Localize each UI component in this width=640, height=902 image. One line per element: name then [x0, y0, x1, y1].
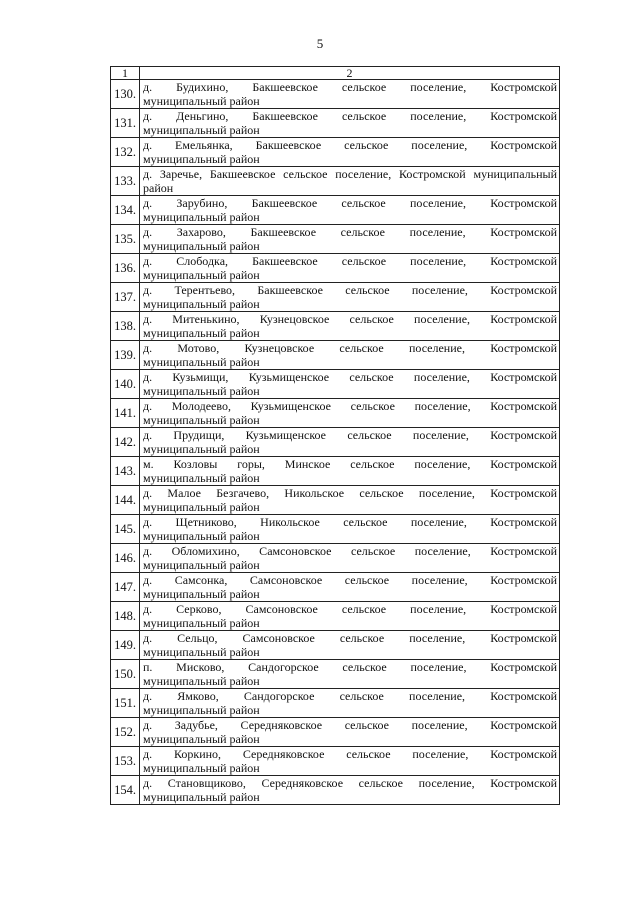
settlement-description: [140, 312, 560, 341]
settlement-line-1: д. Заречье, Бакшеевское сельское поселение, Костромской муниципальный: [143, 167, 557, 181]
row-number: 132.: [111, 138, 140, 167]
row-number: 130.: [111, 80, 140, 109]
page-number: 5: [316, 36, 324, 51]
settlement-line-1: д. Слободка, Бакшеевское сельское поселение, Костромской: [143, 254, 557, 268]
column-header-name: 2: [140, 67, 560, 80]
settlement-line-1: д. Щетниково, Никольское сельское поселение, Костромской: [143, 515, 557, 529]
table-row: [111, 776, 560, 805]
row-number: 153.: [111, 747, 140, 776]
table-row: [111, 312, 560, 341]
settlement-description: [140, 544, 560, 573]
row-number: 152.: [111, 718, 140, 747]
settlement-line-1: д. Молодеево, Кузьмищенское сельское поселение, Костромской: [143, 399, 557, 413]
table-row: [111, 283, 560, 312]
settlement-line-1: д. Обломихино, Самсоновское сельское поселение, Костромской: [143, 544, 557, 558]
settlement-description: [140, 225, 560, 254]
row-number: 131.: [111, 109, 140, 138]
settlement-line-2: муниципальный район: [143, 413, 260, 427]
settlement-line-1: п. Мисково, Сандогорское сельское поселение, Костромской: [143, 660, 557, 674]
row-number: 135.: [111, 225, 140, 254]
settlement-line-1: д. Митенькино, Кузнецовское сельское поселение, Костромской: [143, 312, 557, 326]
settlement-line-1: д. Мотово, Кузнецовское сельское поселение, Костромской: [143, 341, 557, 355]
row-number: 150.: [111, 660, 140, 689]
settlement-description: [140, 747, 560, 776]
settlement-line-2: муниципальный район: [143, 442, 260, 456]
settlement-line-2: муниципальный район: [143, 326, 260, 340]
row-number: 147.: [111, 573, 140, 602]
table-body: [111, 80, 560, 805]
settlement-line-1: д. Терентьево, Бакшеевское сельское поселение, Костромской: [143, 283, 557, 297]
table-row: [111, 254, 560, 283]
settlement-line-2: муниципальный район: [143, 152, 260, 166]
settlement-line-2: муниципальный район: [143, 268, 260, 282]
row-number: 154.: [111, 776, 140, 805]
table-row: [111, 341, 560, 370]
settlement-description: [140, 196, 560, 225]
settlement-line-2: муниципальный район: [143, 790, 260, 804]
table-row: [111, 109, 560, 138]
settlement-line-1: д. Прудищи, Кузьмищенское сельское поселение, Костромской: [143, 428, 557, 442]
settlement-line-1: д. Задубье, Середняковское сельское поселение, Костромской: [143, 718, 557, 732]
settlement-line-2: муниципальный район: [143, 616, 260, 630]
settlement-line-2: муниципальный район: [143, 732, 260, 746]
row-number: 139.: [111, 341, 140, 370]
settlement-description: [140, 370, 560, 399]
settlement-description: [140, 341, 560, 370]
row-number: 145.: [111, 515, 140, 544]
settlement-line-1: д. Зарубино, Бакшеевское сельское поселение, Костромской: [143, 196, 557, 210]
table-row: [111, 660, 560, 689]
settlement-description: [140, 689, 560, 718]
settlement-line-2: муниципальный район: [143, 123, 260, 137]
settlement-description: [140, 776, 560, 805]
settlement-line-2: муниципальный район: [143, 94, 260, 108]
settlement-description: [140, 138, 560, 167]
settlement-line-2: муниципальный район: [143, 761, 260, 775]
settlement-description: [140, 399, 560, 428]
row-number: 136.: [111, 254, 140, 283]
table-row: [111, 399, 560, 428]
settlement-line-1: д. Становщиково, Середняковское сельское поселение, Костромской: [143, 776, 557, 790]
settlement-description: [140, 283, 560, 312]
settlement-line-2: муниципальный район: [143, 529, 260, 543]
settlement-line-1: д. Самсонка, Самсоновское сельское поселение, Костромской: [143, 573, 557, 587]
row-number: 141.: [111, 399, 140, 428]
table-row: [111, 602, 560, 631]
table-row: [111, 544, 560, 573]
table-row: [111, 573, 560, 602]
settlement-line-1: д. Коркино, Середняковское сельское поселение, Костромской: [143, 747, 557, 761]
settlement-line-2: муниципальный район: [143, 239, 260, 253]
row-number: 142.: [111, 428, 140, 457]
settlement-line-2: муниципальный район: [143, 384, 260, 398]
settlement-line-1: д. Будихино, Бакшеевское сельское поселение, Костромской: [143, 80, 557, 94]
table-row: [111, 428, 560, 457]
settlement-line-2: муниципальный район: [143, 587, 260, 601]
table-row: [111, 718, 560, 747]
settlement-line-2: муниципальный район: [143, 558, 260, 572]
settlement-description: [140, 80, 560, 109]
settlement-description: [140, 602, 560, 631]
row-number: 138.: [111, 312, 140, 341]
settlement-description: [140, 631, 560, 660]
table-row: [111, 196, 560, 225]
table-row: [111, 457, 560, 486]
settlement-line-2: район: [143, 181, 174, 195]
settlement-line-1: д. Кузьмищи, Кузьмищенское сельское поселение, Костромской: [143, 370, 557, 384]
table-row: [111, 80, 560, 109]
settlement-line-1: д. Серково, Самсоновское сельское поселение, Костромской: [143, 602, 557, 616]
settlement-description: [140, 660, 560, 689]
row-number: 133.: [111, 167, 140, 196]
settlement-line-2: муниципальный район: [143, 703, 260, 717]
settlement-line-2: муниципальный район: [143, 500, 260, 514]
settlement-description: [140, 515, 560, 544]
settlement-line-1: д. Захарово, Бакшеевское сельское поселение, Костромской: [143, 225, 557, 239]
settlement-line-2: муниципальный район: [143, 210, 260, 224]
settlement-description: [140, 486, 560, 515]
settlement-line-1: д. Сельцо, Самсоновское сельское поселение, Костромской: [143, 631, 557, 645]
settlement-line-1: д. Малое Безгачево, Никольское сельское поселение, Костромской: [143, 486, 557, 500]
table-row: [111, 370, 560, 399]
settlement-description: [140, 718, 560, 747]
table-row: [111, 689, 560, 718]
settlement-line-2: муниципальный район: [143, 471, 260, 485]
settlement-line-1: д. Емельянка, Бакшеевское сельское поселение, Костромской: [143, 138, 557, 152]
settlement-description: [140, 428, 560, 457]
settlement-description: [140, 573, 560, 602]
table-row: [111, 486, 560, 515]
row-number: 140.: [111, 370, 140, 399]
settlements-table: [110, 66, 560, 805]
settlement-line-1: м. Козловы горы, Минское сельское поселение, Костромской: [143, 457, 557, 471]
settlement-line-2: муниципальный район: [143, 355, 260, 369]
settlement-description: [140, 167, 560, 196]
table-row: [111, 631, 560, 660]
row-number: 144.: [111, 486, 140, 515]
settlement-description: [140, 109, 560, 138]
settlement-line-2: муниципальный район: [143, 674, 260, 688]
settlement-description: [140, 457, 560, 486]
row-number: 137.: [111, 283, 140, 312]
table-row: [111, 167, 560, 196]
row-number: 143.: [111, 457, 140, 486]
table-row: [111, 138, 560, 167]
row-number: 134.: [111, 196, 140, 225]
table-header-row: [111, 67, 560, 80]
row-number: 151.: [111, 689, 140, 718]
row-number: 148.: [111, 602, 140, 631]
row-number: 149.: [111, 631, 140, 660]
column-header-number: 1: [111, 67, 140, 80]
settlement-line-2: муниципальный район: [143, 645, 260, 659]
settlement-line-1: д. Ямково, Сандогорское сельское поселение, Костромской: [143, 689, 557, 703]
table-row: [111, 515, 560, 544]
table-row: [111, 747, 560, 776]
table-row: [111, 225, 560, 254]
row-number: 146.: [111, 544, 140, 573]
settlement-description: [140, 254, 560, 283]
settlement-line-2: муниципальный район: [143, 297, 260, 311]
settlement-line-1: д. Деньгино, Бакшеевское сельское поселение, Костромской: [143, 109, 557, 123]
